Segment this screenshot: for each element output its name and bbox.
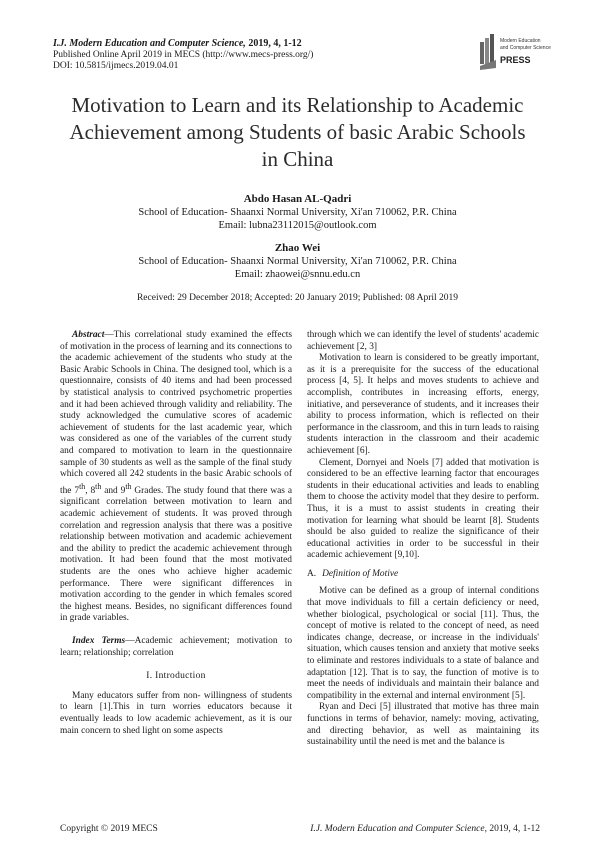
author-name: Abdo Hasan AL-Qadri: [243, 193, 352, 205]
spacer: [60, 625, 292, 636]
journal-header: [53, 38, 413, 73]
author-name: Zhao Wei: [274, 242, 321, 254]
abstract-text: and 9: [101, 485, 126, 496]
index-terms: [60, 636, 292, 659]
abstract-text: Grades. The study found that there was a significant correlation between motivation to learn and academic achievement of students. It was proved through correlation and regression analysis that there was a positive relationship between motivation and academic achievement and the ability to predict the academic achievement through motivation. It had been found that the most motivated students are the ones who achieve higher academic performance. There were significant differences in motivation according to the gender in which females scored the highest means. Besides, no significant differences found in grade variables.: [60, 485, 293, 624]
svg-text:Modern Education: Modern Education: [500, 38, 541, 44]
author-block-1: [60, 193, 535, 232]
doi-line: DOI: 10.5815/ijmecs.2019.04.01: [53, 61, 179, 71]
footer-journal-name: I.J. Modern Education and Computer Science,: [310, 824, 487, 834]
ordinal-suffix: th: [95, 481, 102, 491]
index-terms-label: Index Terms: [72, 635, 126, 646]
abstract: [60, 330, 292, 625]
author-affiliation: School of Education- Shaanxi Normal University, Xi'an 710062, P.R. China: [138, 207, 457, 218]
abstract-text: , 8: [85, 485, 96, 496]
right-column: [307, 330, 539, 749]
author-email: Email: lubna23112015@outlook.com: [218, 220, 377, 231]
author-affiliation: School of Education- Shaanxi Normal University, Xi'an 710062, P.R. China: [138, 256, 457, 267]
abstract-label: Abstract: [72, 330, 105, 340]
index-terms-text: —Academic achievement; motivation to learn; relationship; correlation: [60, 635, 293, 658]
journal-name: I.J. Modern Education and Computer Science,: [53, 38, 246, 49]
svg-text:and Computer Science: and Computer Science: [500, 45, 551, 51]
ordinal-suffix: th: [79, 481, 86, 491]
author-email: Email: zhaowei@snnu.edu.cn: [234, 269, 361, 280]
body-paragraph: through which we can identify the level of students' academic achievement [2, 3]: [307, 330, 539, 352]
subsection-number: A.: [307, 568, 317, 579]
journal-footer: [310, 824, 540, 834]
publication-dates: Received: 29 December 2018; Accepted: 20 January 2019; Published: 08 April 2019: [136, 293, 459, 303]
body-paragraph: Motivation to learn is considered to be greatly important, as it is a prerequisite for the success of the educational process [4, 5]. It helps and moves students to achieve and accomplish, contributes in increasing efforts, energy, initiative, and perseverance of students, and it increases their ability to process information, which is reflected on their performance in the classroom, and this in turn leads to raising students interaction in the classroom and their academic achievement [6].: [307, 353, 539, 456]
body-paragraph: Ryan and Deci [5] illustrated that motive has three main functions in terms of behavior, namely: moving, activating, and directing behavior, as well as maintaining its sustainability until the need is met and the balance is: [307, 702, 539, 748]
abstract-text: —This correlational study examined the effects of motivation in the process of learning and its connections to the academic achievement of the students who study at the Basic Arabic Schools in China. The designed tool, which is a questionnaire, consists of 40 items and had been processed by statistical analysis to contrived psychometric properties and it had been achieved through validity and reliability. The study acknowledged the cumulative scores of academic achievement of students for the last academic year, which was considered as one of the variables of the current study and compared to motivation to learn in the questionnaire sample of 30 students as well as the sample of the final study which covered all 242 students in the basic Arabic schools of the 7: [60, 330, 292, 496]
section-heading-introduction: I. Introduction: [146, 671, 206, 682]
journal-issue: 2019, 4, 1-12: [245, 38, 302, 49]
subsection-title: Definition of Motive: [322, 568, 399, 579]
ordinal-suffix: th: [125, 481, 132, 491]
subsection-heading: [307, 569, 539, 581]
copyright-footer: Copyright © 2019 MECS: [60, 824, 158, 834]
body-paragraph: Clement, Dornyei and Noels [7] added that motivation is considered to be an effective learning factor that encourages students in their educational activities and leads to enabling them to choose the activity model that they desire to perform. Thus, it is a must to assist students in creating their motivation for learning what should be learnt [8]. Students should be also guided to realize the significance of their educational activities in order to be successful in their academic achievement [9,10].: [307, 457, 539, 561]
journal-citation: [53, 38, 413, 50]
author-block-2: [60, 242, 535, 281]
mecs-logo: [478, 30, 551, 72]
published-line: Published Online April 2019 in MECS (http://www.mecs-press.org/): [53, 49, 314, 60]
svg-text:PRESS: PRESS: [500, 55, 531, 65]
paper-title: Motivation to Learn and its Relationship to Academic Achievement among Students of basic Arabic Schools in China: [69, 93, 526, 171]
footer-journal-issue: 2019, 4, 1-12: [486, 824, 540, 834]
left-column: [60, 330, 292, 737]
intro-paragraph: Many educators suffer from non- willingness of students to learn [1].This in turn worries educators because it eventually leads to low academic achievement, as it is our main concern to shed light on some aspects: [60, 690, 292, 736]
body-paragraph: Motive can be defined as a group of internal conditions that move individuals to fill a certain deficiency or need, whether biological, psychological or social [11]. Thus, the concept of motive is related to the concept of need, as need indicates change, decrease, or increase in the individuals' situation, which causes tension and anxiety that motive seeks to eliminate and restores individuals to a state of balance and adaptation [12]. That is to say, the function of motive is to meet the needs of individuals and maintain their balance and compatibility in the external and internal environment [5].: [307, 586, 539, 701]
